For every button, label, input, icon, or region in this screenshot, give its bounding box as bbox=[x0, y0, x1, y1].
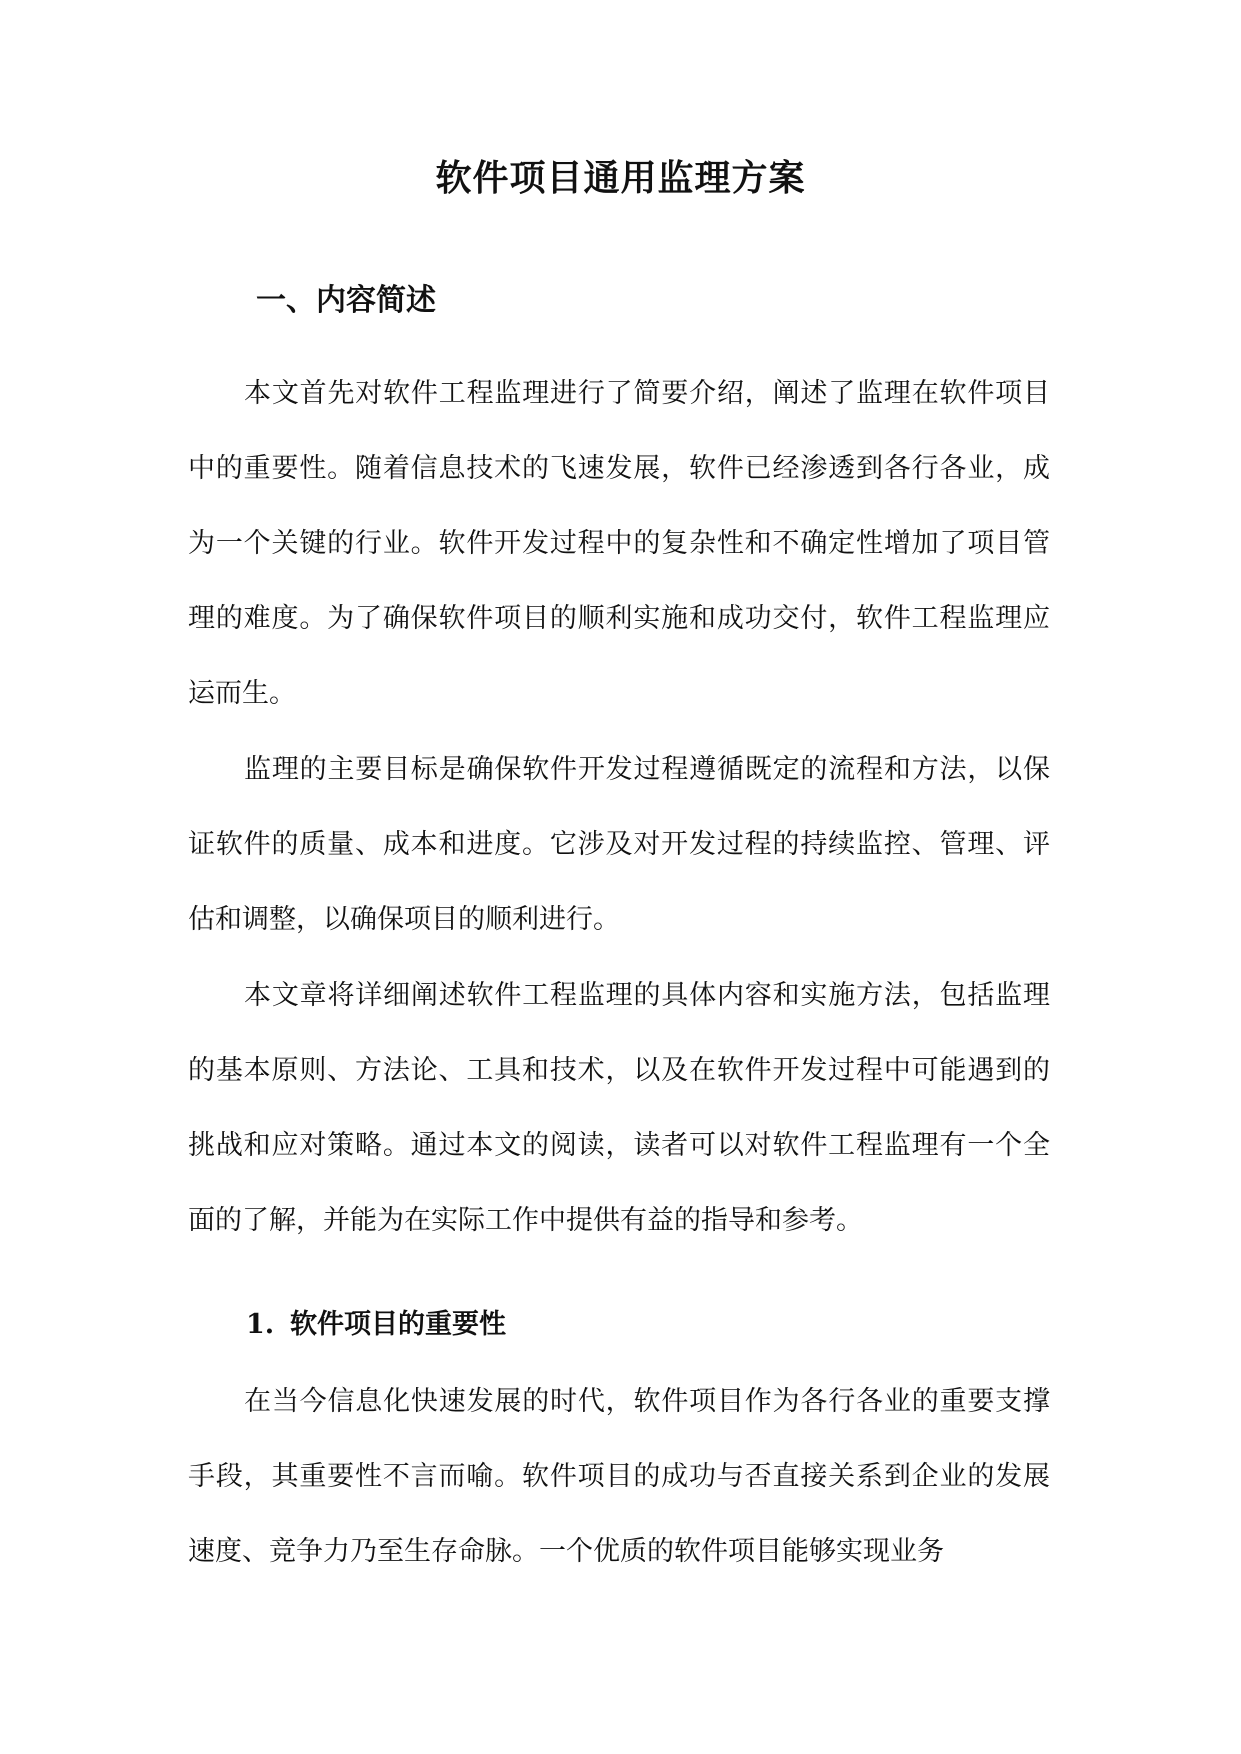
section-heading: 一、内容简述 bbox=[256, 283, 436, 318]
document-title: 软件项目通用监理方案 bbox=[435, 157, 806, 199]
paragraph-2: 监理的主要目标是确保软件开发过程遵循既定的流程和方法，以保证软件的质量、成本和进度。它涉及对开发过程的持续监控、管理、评估和调整，以确保项目的顺利进行。 bbox=[188, 754, 1050, 935]
subsection-number: 1. bbox=[246, 1309, 275, 1340]
paragraph-1: 本文首先对软件工程监理进行了简要介绍，阐述了监理在软件项目中的重要性。随着信息技术的飞速发展，软件已经渗透到各行各业，成为一个关键的行业。软件开发过程中的复杂性和不确定性增加了项目管理的难度。为了确保软件项目的顺利实施和成功交付，软件工程监理应运而生。 bbox=[188, 378, 1050, 709]
subsection-heading bbox=[246, 1302, 506, 1348]
subsection-paragraph: 在当今信息化快速发展的时代，软件项目作为各行各业的重要支撑手段，其重要性不言而喻。软件项目的成功与否直接关系到企业的发展速度、竞争力乃至生存命脉。一个优质的软件项目能够实现业务 bbox=[188, 1386, 1050, 1567]
paragraph-3: 本文章将详细阐述软件工程监理的具体内容和实施方法，包括监理的基本原则、方法论、工具和技术，以及在软件开发过程中可能遇到的挑战和应对策略。通过本文的阅读，读者可以对软件工程监理有一个全面的了解，并能为在实际工作中提供有益的指导和参考。 bbox=[188, 980, 1050, 1236]
subsection-title: 软件项目的重要性 bbox=[290, 1309, 506, 1340]
